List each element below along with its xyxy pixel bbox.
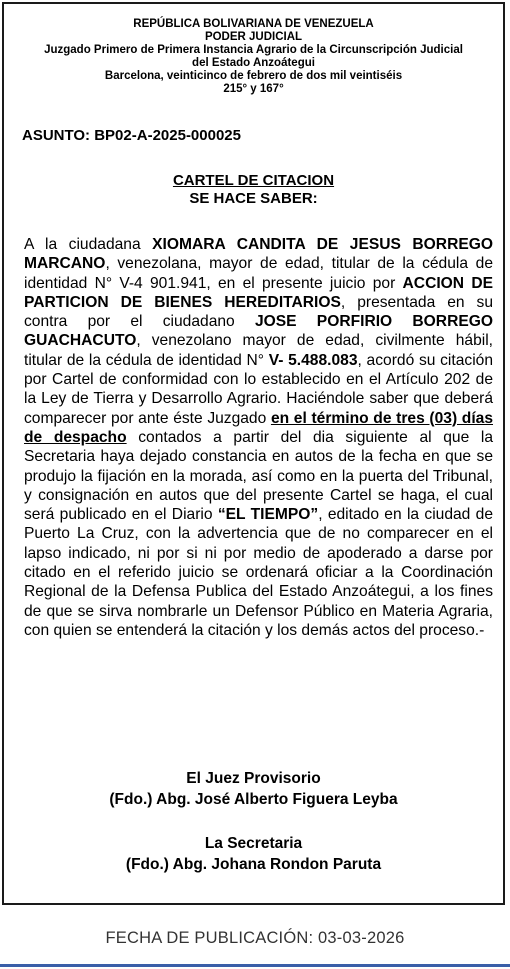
notice-body bbox=[24, 235, 493, 640]
judge-name: (Fdo.) Abg. José Alberto Figuera Leyba bbox=[109, 791, 398, 808]
notice-title-sub: SE HACE SABER: bbox=[189, 190, 318, 207]
secretary-title: La Secretaria bbox=[204, 835, 303, 852]
body-text: , presentada en su contra por el ciudadano bbox=[24, 293, 493, 331]
body-text: , acordó su citación por Cartel de conformidad con lo establecido en el Artículo 202 de la Ley de Tierra y Desarrollo Agrario. Haciéndole saber que deberá comparecer por ante éste Juzgado bbox=[24, 351, 494, 427]
court-header bbox=[4, 18, 503, 96]
body-text: , venezolano mayor de edad, civilmente hábil, titular de la cédula de identidad N° bbox=[24, 332, 493, 369]
body-text: , venezolana, mayor de edad, titular de la cédula de identidad N° V-4 901.941, en el presente juicio por bbox=[24, 255, 493, 292]
body-text: contados a partir del dia siguiente al que la Secretaria haya dejado constancia en autos de la fecha en que se produjo la fijación en la morada, así como en la puerta del Tribunal, y consignación en autos que del presente Cartel se haga, el cual será publicado en el Diario bbox=[24, 428, 493, 524]
judge-title: El Juez Provisorio bbox=[186, 770, 321, 787]
plaintiff-name: JOSE PORFIRIO BORREGO GUACHACUTO bbox=[24, 313, 493, 350]
header-state: del Estado Anzoátegui bbox=[192, 57, 315, 69]
secretary-signature bbox=[4, 833, 503, 875]
notice-title-main: CARTEL DE CITACION bbox=[172, 172, 335, 189]
judge-signature bbox=[4, 768, 503, 810]
publication-date: FECHA DE PUBLICACIÓN: 03-03-2026 bbox=[105, 929, 405, 947]
header-judicial-power: PODER JUDICIAL bbox=[204, 31, 303, 43]
notice-title bbox=[4, 172, 503, 208]
defendant-name: XIOMARA CANDITA DE JESUS BORREGO MARCANO bbox=[24, 236, 493, 273]
header-court-name: Juzgado Primero de Primera Instancia Agrario de la Circunscripción Judicial bbox=[44, 44, 463, 56]
header-republic: REPÚBLICA BOLIVARIANA DE VENEZUELA bbox=[133, 18, 374, 30]
bottom-rule bbox=[0, 964, 510, 967]
case-number: ASUNTO: BP02-A-2025-000025 bbox=[22, 127, 241, 144]
plaintiff-id: V- 5.488.083 bbox=[268, 351, 358, 369]
body-text: , editado en la ciudad de Puerto La Cruz, con la advertencia que de no comparecer en el lapso indicado, ni por si ni por medio de apoderado a darse por citado en el referido juicio se ordenará oficiar a la Coordinación Regional de la Defensa Publica del Estado Anzoátegui, a los fines de que se sirva nombrarle un Defensor Público en Materia Agraria, con quien se entenderá la citación y los demás actos del proceso.- bbox=[24, 506, 493, 639]
secretary-name: (Fdo.) Abg. Johana Rondon Paruta bbox=[125, 856, 382, 873]
header-date-place: Barcelona, veinticinco de febrero de dos mil veintiséis bbox=[104, 70, 403, 82]
newspaper-name: “EL TIEMPO” bbox=[217, 506, 319, 524]
header-years: 215° y 167° bbox=[223, 83, 284, 95]
action-type: ACCION DE PARTICION DE BIENES HEREDITARIOS bbox=[24, 274, 493, 311]
body-text: A la ciudadana bbox=[24, 236, 153, 253]
notice-frame bbox=[2, 2, 505, 905]
deadline-term: en el término de tres (03) días de despacho bbox=[24, 409, 493, 446]
